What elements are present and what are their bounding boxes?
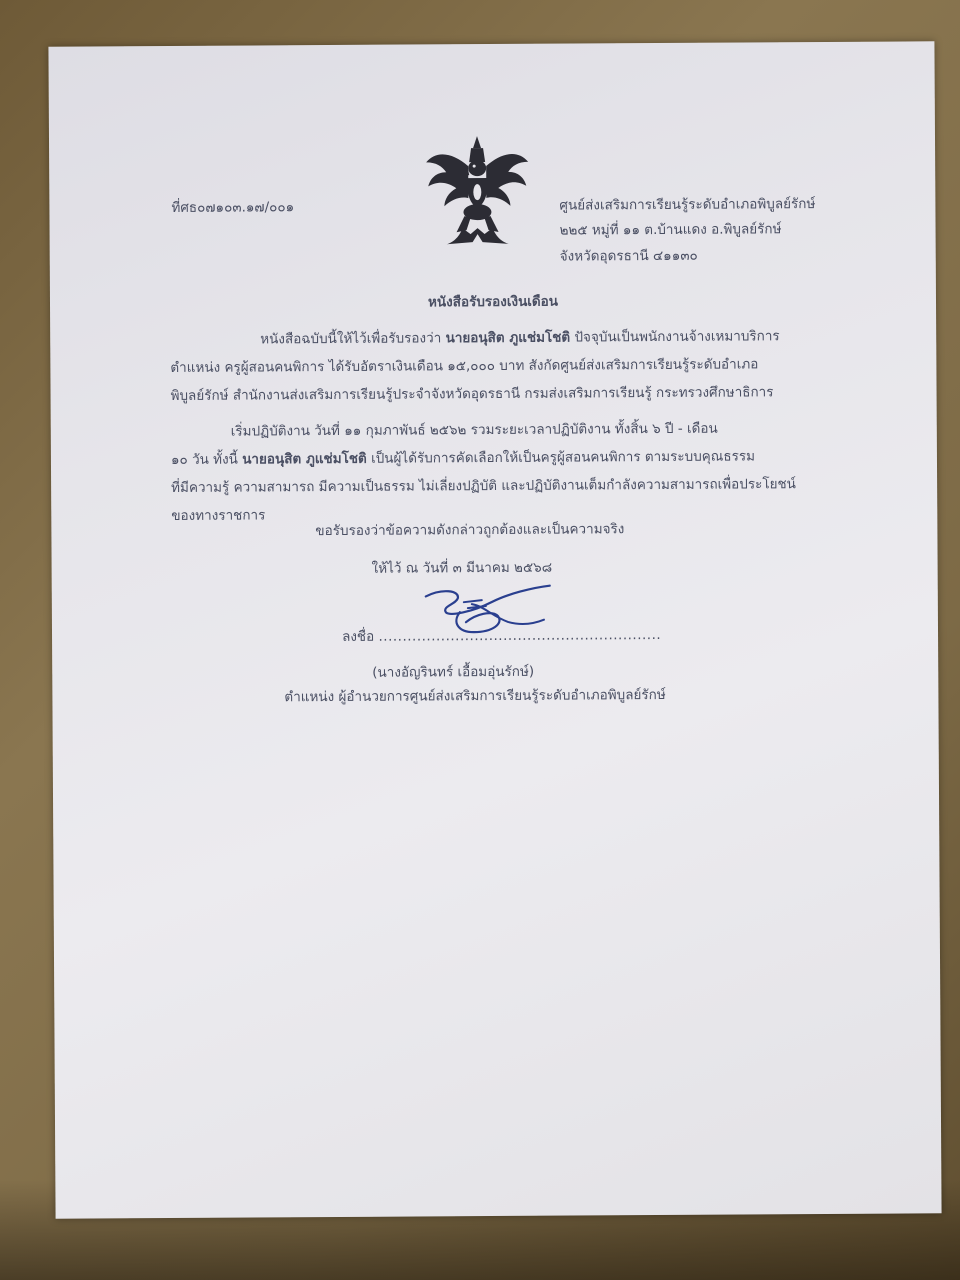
paragraph2-line1: เริ่มปฏิบัติงาน วันที่ ๑๑ กุมภาพันธ์ ๒๕๖๒ รวมระยะเวลาปฏิบัติงาน ทั้งสิ้น ๖ ปี - เดือน <box>230 420 718 440</box>
employee-name: นายอนุสิต ภูแช่มโชติ <box>445 329 571 347</box>
document-title: หนังสือรับรองเงินเดือน <box>427 293 559 311</box>
paragraph2-line4: ของทางราชการ <box>171 507 266 524</box>
given-date: ให้ไว้ ณ วันที่ ๓ มีนาคม ๒๕๖๘ <box>371 559 553 577</box>
document-number: ที่ศธ๐๗๑๐๓.๑๗/๐๐๑ <box>171 199 295 216</box>
paragraph1-line1 <box>260 324 780 349</box>
certification-statement: ขอรับรองว่าข้อความดังกล่าวถูกต้องและเป็นความจริง <box>315 521 625 540</box>
signature-line <box>342 623 661 647</box>
garuda-emblem-icon <box>422 132 533 249</box>
signature-label: ลงชื่อ <box>341 628 375 645</box>
signer-name: (นางอัญรินทร์ เอื้อมอุ่นรักษ์) <box>372 663 535 681</box>
paragraph2-line3: ที่มีความรู้ ความสามารถ มีความเป็นธรรม ไม่เลี่ยงปฏิบัติ และปฏิบัติงานเต็มกำลังความสามารถเพื่อประโยชน์ <box>171 476 796 496</box>
employee-name: นายอนุสิต ภูแช่มโชติ <box>242 450 367 468</box>
signer-position: ตำแหน่ง ผู้อำนวยการศูนย์ส่งเสริมการเรียนรู้ระดับอำเภอพิบูลย์รักษ์ <box>284 686 666 706</box>
sender-address-line3: จังหวัดอุดรธานี ๔๑๑๓๐ <box>559 247 698 265</box>
sender-address-line2: ๒๒๕ หมู่ที่ ๑๑ ต.บ้านแดง อ.พิบูลย์รักษ์ <box>559 221 782 239</box>
document-page <box>48 41 941 1218</box>
paragraph-text: หนังสือฉบับนี้ให้ไว้เพื่อรับรองว่า <box>260 330 446 348</box>
paragraph1-line2: ตำแหน่ง ครูผู้สอนคนพิการ ได้รับอัตราเงินเดือน ๑๕,๐๐๐ บาท สังกัดศูนย์ส่งเสริมการเรียนรู้ระดับอำเภอ <box>170 356 759 376</box>
paragraph2-line2 <box>171 444 755 470</box>
sender-address-line1: ศูนย์ส่งเสริมการเรียนรู้ระดับอำเภอพิบูลย์รักษ์ <box>559 196 816 214</box>
paragraph1-line3: พิบูลย์รักษ์ สำนักงานส่งเสริมการเรียนรู้ประจำจังหวัดอุดรธานี กรมส่งเสริมการเรียนรู้ กระทรวงศึกษาธิการ <box>170 384 774 404</box>
signature-dotted-line: ........................................................... <box>378 626 662 645</box>
paragraph-text: ปัจจุบันเป็นพนักงานจ้างเหมาบริการ <box>570 328 780 346</box>
paragraph-text: เป็นผู้ได้รับการคัดเลือกให้เป็นครูผู้สอนคนพิการ ตามระบบคุณธรรม <box>366 448 755 467</box>
paragraph-text: ๑๐ วัน ทั้งนี้ <box>170 451 243 468</box>
